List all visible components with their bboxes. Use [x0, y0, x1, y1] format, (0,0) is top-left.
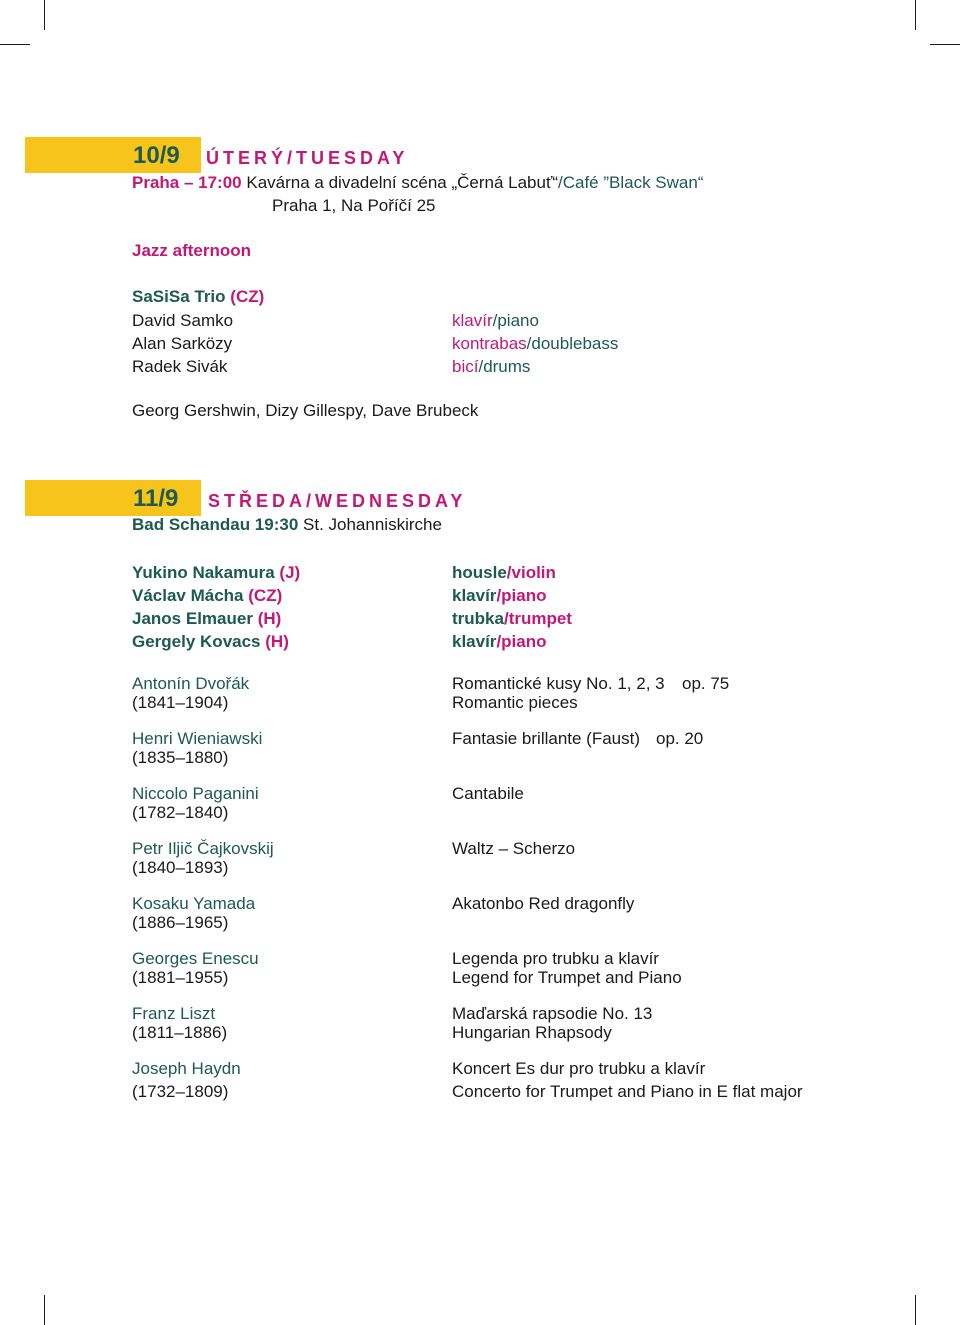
- work-title-en: Concerto for Trumpet and Piano in E flat major: [452, 1082, 803, 1101]
- crop-mark: [44, 1295, 45, 1325]
- composer-years: (1886–1965): [132, 913, 229, 932]
- venue-address: Praha 1, Na Poříčí 25: [272, 196, 436, 215]
- composer-name: Petr Iljič Čajkovskij: [132, 839, 274, 858]
- crop-mark: [0, 44, 30, 45]
- composer-years: (1782–1840): [132, 803, 229, 822]
- composer-years: (1840–1893): [132, 858, 229, 877]
- event-day: STŘEDA/WEDNESDAY: [208, 491, 467, 511]
- musician-name: David Samko: [132, 311, 234, 330]
- city-time: Praha – 17:00: [132, 173, 242, 192]
- performer-instrument: klavír/piano: [452, 632, 547, 651]
- ensemble-name: SaSiSa Trio: [132, 287, 226, 306]
- composer-name: Antonín Dvořák: [132, 674, 250, 693]
- work-title-en: Legend for Trumpet and Piano: [452, 968, 682, 987]
- performer-instrument: klavír/piano: [452, 586, 547, 605]
- work-title: Cantabile: [452, 784, 524, 803]
- performer-name: Janos Elmauer (H): [132, 609, 282, 628]
- ensemble-country: (CZ): [230, 287, 265, 306]
- work-title: Waltz – Scherzo: [452, 839, 576, 858]
- venue-name-en: /Café ”Black Swan“: [558, 173, 704, 192]
- performer-name: Yukino Nakamura (J): [132, 563, 301, 582]
- musician-name: Alan Sarközy: [132, 334, 233, 353]
- event-location: [132, 173, 704, 193]
- crop-mark: [44, 0, 45, 30]
- crop-mark: [915, 1295, 916, 1325]
- composer-name: Georges Enescu: [132, 949, 259, 968]
- performer-name: Václav Mácha (CZ): [132, 586, 283, 605]
- venue-name: Kavárna a divadelní scéna „Černá Labuť“: [246, 173, 558, 192]
- work-title: Maďarská rapsodie No. 13: [452, 1004, 653, 1023]
- composer-name: Franz Liszt: [132, 1004, 216, 1023]
- event-day: ÚTERÝ/TUESDAY: [206, 148, 409, 168]
- composers-list: Georg Gershwin, Dizy Gillespy, Dave Brubeck: [132, 401, 479, 420]
- musician-instrument: klavír/piano: [452, 311, 539, 330]
- work-title: Romantické kusy No. 1, 2, 3: [452, 674, 665, 693]
- event-date: 10/9: [133, 142, 180, 169]
- composer-name: Joseph Haydn: [132, 1059, 241, 1078]
- work-opus: op. 75: [682, 674, 730, 693]
- work-title: Fantasie brillante (Faust): [452, 729, 641, 748]
- crop-mark: [930, 44, 960, 45]
- event-location: [132, 515, 442, 535]
- crop-mark: [915, 0, 916, 30]
- composer-years: (1811–1886): [132, 1023, 228, 1042]
- performer-instrument: trubka/trumpet: [452, 609, 572, 628]
- composer-name: Kosaku Yamada: [132, 894, 256, 913]
- venue-name: St. Johanniskirche: [303, 515, 442, 534]
- work-title: Koncert Es dur pro trubku a klavír: [452, 1059, 706, 1078]
- work-title-en: Romantic pieces: [452, 693, 578, 712]
- work-title: Akatonbo Red dragonfly: [452, 894, 635, 913]
- musician-name: Radek Sivák: [132, 357, 228, 376]
- composer-years: (1841–1904): [132, 693, 229, 712]
- work-opus: op. 20: [656, 729, 704, 748]
- composer-name: Henri Wieniawski: [132, 729, 263, 748]
- musician-instrument: kontrabas/doublebass: [452, 334, 619, 353]
- event-date: 11/9: [133, 485, 179, 512]
- composer-years: (1732–1809): [132, 1082, 229, 1101]
- work-title: Legenda pro trubku a klavír: [452, 949, 659, 968]
- work-title-en: Hungarian Rhapsody: [452, 1023, 612, 1042]
- ensemble-heading: [132, 287, 264, 307]
- city-time: Bad Schandau 19:30: [132, 515, 299, 534]
- composer-years: (1881–1955): [132, 968, 229, 987]
- performer-instrument: housle/violin: [452, 563, 556, 582]
- musician-instrument: bicí/drums: [452, 357, 531, 376]
- composer-name: Niccolo Paganini: [132, 784, 259, 803]
- program-title: Jazz afternoon: [132, 241, 252, 260]
- performer-name: Gergely Kovacs (H): [132, 632, 289, 651]
- composer-years: (1835–1880): [132, 748, 229, 767]
